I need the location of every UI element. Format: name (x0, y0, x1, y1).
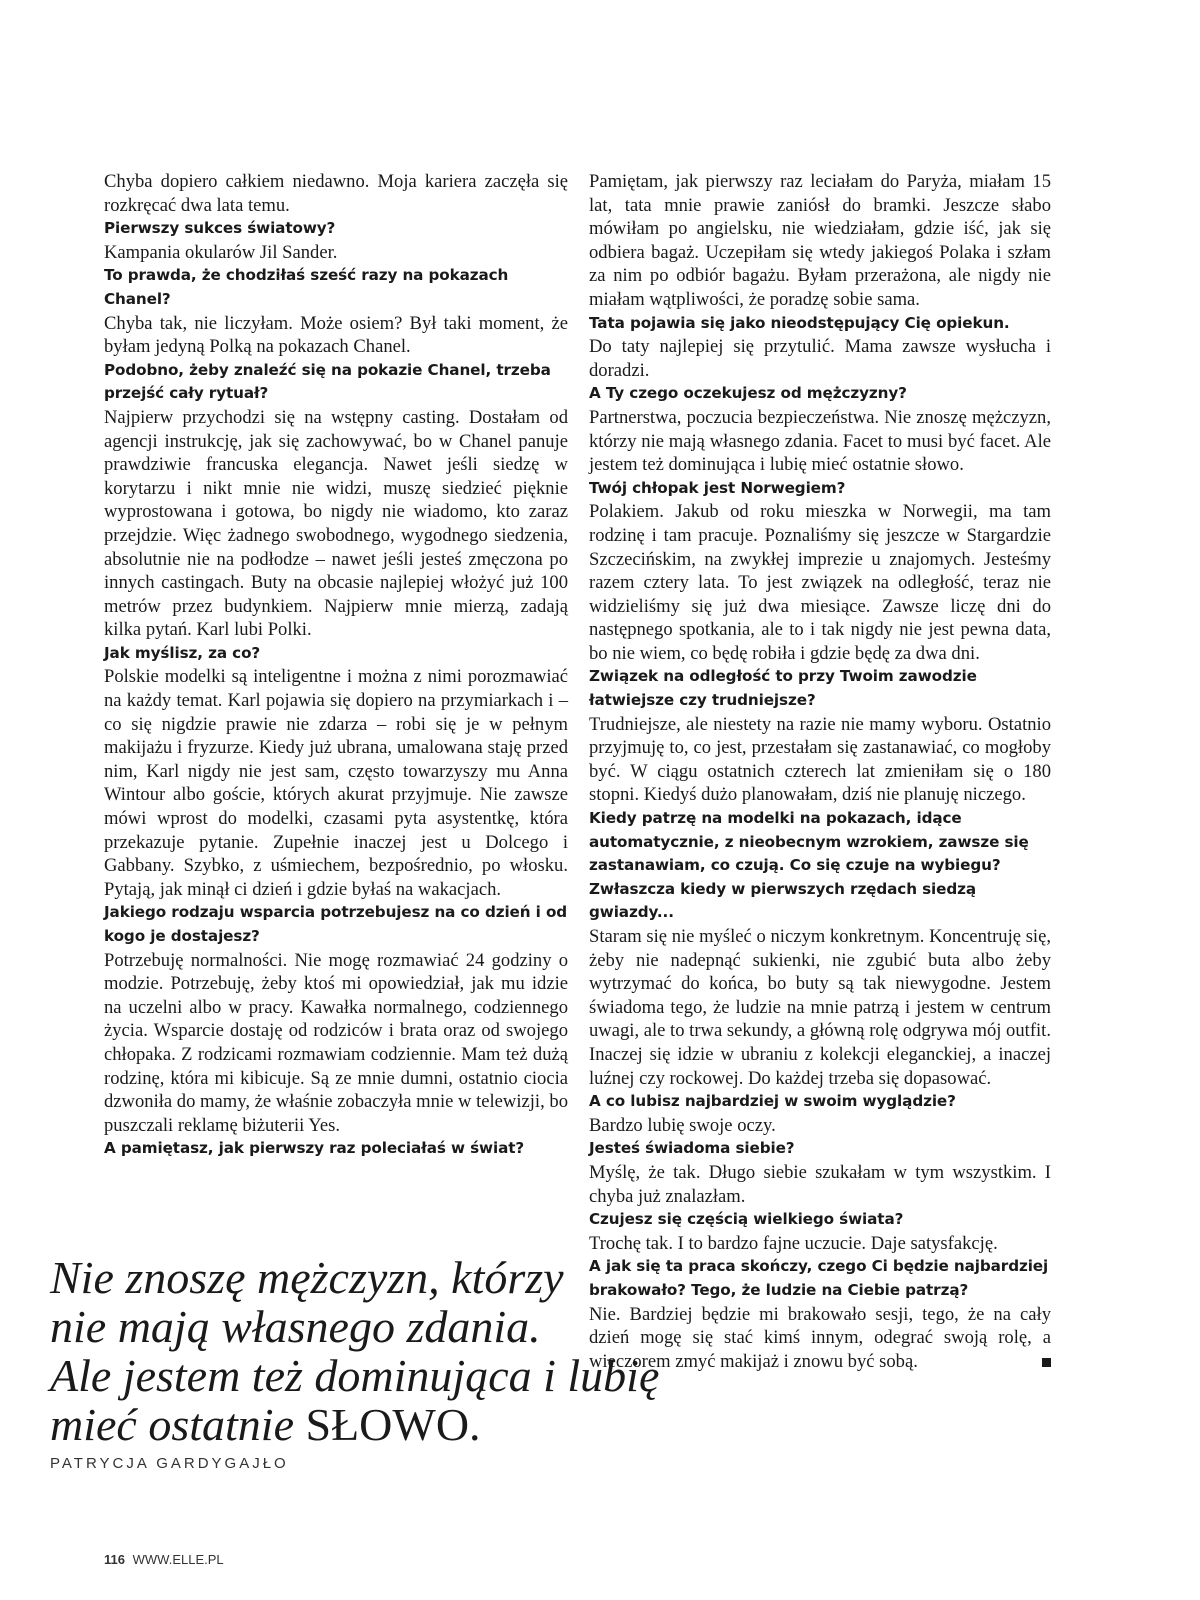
article-column-right (589, 170, 1051, 1373)
pull-quote-line-last (50, 1400, 570, 1449)
interview-question: Podobno, żeby znaleźć się na pokazie Chanel, trzeba przejść cały rytuał? (104, 360, 551, 403)
interview-answer: Do taty najlepiej się przytulić. Mama zawsze wysłucha i doradzi. (589, 336, 1051, 381)
pull-quote-text: mieć ostatnie (50, 1399, 306, 1450)
interview-answer: Chyba tak, nie liczyłam. Może osiem? Był taki moment, że byłam jedyną Polką na pokazach Chanel. (104, 312, 568, 358)
interview-answer: Myślę, że tak. Długo siebie szukałam w tym wszystkim. I chyba już znalazłam. (589, 1161, 1051, 1207)
interview-question: Jakiego rodzaju wsparcia potrzebujesz na co dzień i od kogo je dostajesz? (104, 903, 568, 945)
interview-answer: Pamiętam, jak pierwszy raz leciałam do Paryża, miałam 15 lat, tata mnie prawie zaniósł do bramki. Jeszcze słabo mówiłam po angielsku, nie wiedziałam, gdzie iść, jak się odbiera bagaż. Uczepiłam się wtedy jakiegoś Polaka i szłam za nim po odbiór bagażu. Byłam przerażona, ale nigdy nie miałam wątpliwości, że poradzę sobie sama. (589, 171, 1051, 310)
interview-answer: Kampania okularów Jil Sander. (104, 241, 338, 263)
interview-question: A Ty czego oczekujesz od mężczyzny? (589, 384, 907, 403)
article-column-left (104, 170, 568, 1161)
interview-answer: Trochę tak. I to bardzo fajne uczucie. Daje satysfakcję. (589, 1232, 998, 1254)
interview-question: Twój chłopak jest Norwegiem? (589, 478, 846, 497)
interview-answer: Polakiem. Jakub od roku mieszka w Norwegii, ma tam rodzinę i tam pracuje. Poznaliśmy się jeszcze w Stargardzie Szczecińskim, na zwykłej imprezie u znajomych. Jesteśmy razem cztery lata. To jest związek na odległość, teraz nie widzieliśmy się już dwa miesiące. Zawsze liczę dni do następnego spotkania, ale to i tak nigdy nie jest pewna data, bo nie wiem, co będę robiła i gdzie będę za dwa dni. (589, 501, 1051, 664)
interview-answer: Potrzebuję normalności. Nie mogę rozmawiać 24 godziny o modzie. Potrzebuję, żeby ktoś mi opowiedział, jak mu idzie na uczelni albo w pracy. Kawałka normalnego, codziennego życia. Wsparcie dostaję od rodziców i brata oraz od swojego chłopaka. Z rodzicami rozmawiam codziennie. Mam też dużą rodzinę, która mi kibicuje. Są ze mnie dumni, ostatnio ciocia dzwoniła do mamy, że właśnie zobaczyła mnie w telewizji, bo puszczali reklamę biżuterii Yes. (104, 949, 568, 1136)
interview-question: To prawda, że chodziłaś sześć razy na pokazach Chanel? (104, 266, 509, 308)
interview-question: Tata pojawia się jako nieodstępujący Cię opiekun. (589, 313, 1010, 332)
interview-question: A pamiętasz, jak pierwszy raz poleciałaś w świat? (104, 1139, 525, 1158)
interview-answer: Partnerstwa, poczucia bezpieczeństwa. Nie znoszę mężczyzn, którzy nie mają własnego zdania. Facet to musi być facet. Ale jestem też dominująca i lubię mieć ostatnie słowo. (589, 406, 1051, 476)
author-byline: PATRYCJA GARDYGAJŁO (50, 1455, 289, 1472)
website-link[interactable]: WWW.ELLE.PL (132, 1552, 224, 1567)
interview-answer: Polskie modelki są inteligentne i można z nimi porozmawiać na każdy temat. Karl pojawia się dopiero na przymiarkach i – co się nigdzie prawie nie zdarza – robi się je w pełnym makijażu i fryzurze. Kiedy już ubrana, umalowana staję przed nim, Karl nigdy nie jest sam, często towarzyszy mu Anna Wintour albo goście, których akurat przyjmuje. Nie zawsze mówi wprost do modelki, czasami pyta asystentkę, która przekazuje pytanie. Zupełnie inaczej jest u Dolcego i Gabbany. Szybko, z uśmiechem, bezpośrednio, po włosku. Pytają, jak minął ci dzień i gdzie byłaś na wakacjach. (104, 666, 568, 900)
pull-quote-line: Nie znoszę mężczyzn, którzy (50, 1252, 564, 1303)
interview-answer: Staram się nie myśleć o niczym konkretnym. Koncentruję się, żeby nie nadepnąć sukienki, nie zgubić buta albo żeby wytrzymać do końca, bo buty są tak niewygodne. Jestem świadoma tego, że ludzie na mnie patrzą i jestem w centrum uwagi, ale to trwa sekundy, a główną rolę odgrywa mój outfit. Inaczej się idzie w ubraniu z kolekcji eleganckiej, a inaczej luźnej czy rockowej. Do każdej trzeba się dopasować. (589, 926, 1051, 1089)
page-number: 116 (104, 1552, 125, 1567)
interview-question: Związek na odległość to przy Twoim zawodzie łatwiejsze czy trudniejsze? (589, 667, 977, 710)
interview-question: A jak się ta praca skończy, czego Ci będzie najbardziej brakowało? Tego, że ludzie na Ciebie patrzą? (589, 1257, 1049, 1299)
interview-answer: Najpierw przychodzi się na wstępny casting. Dostałam od agencji instrukcję, jak się zachowywać, bo w Chanel panuje prawdziwie francuska elegancja. Nawet jeśli siedzę w korytarzu i nikt mnie nie widzi, muszę siedzieć pięknie wyprostowana i gotowa, bo nigdy nie wiadomo, kto zaraz przejdzie. Więc żadnego swobodnego, wygodnego siedzenia, absolutnie nie na podłodze – nawet jeśli jesteś zmęczona po innych castingach. Buty na obcasie najlepiej włożyć już 100 metrów przez budynkiem. Najpierw mnie mierzą, zadają kilka pytań. Karl lubi Polki. (104, 406, 568, 641)
interview-question: Kiedy patrzę na modelki na pokazach, idące automatycznie, z nieobecnym wzrokiem, zawsze się zastanawiam, co czują. Co się czuje na wybiegu? Zwłaszcza kiedy w pierwszych rzędach siedzą gwiazdy... (589, 809, 1029, 922)
interview-question: A co lubisz najbardziej w swoim wyglądzie? (589, 1092, 956, 1111)
page-footer (104, 1552, 224, 1567)
interview-answer: Nie. Bardziej będzie mi brakowało sesji, tego, że na cały dzień mogę się stać kimś innym, odegrać swoją rolę, a wieczorem zmyć makijaż i znowu być sobą. (589, 1303, 1051, 1372)
interview-question: Pierwszy sukces światowy? (104, 219, 336, 238)
interview-question: Jak myślisz, za co? (104, 643, 261, 662)
pull-quote-line: Ale jestem też dominująca i lubię (50, 1350, 660, 1401)
interview-question: Czujesz się częścią wielkiego świata? (589, 1210, 904, 1229)
end-of-article-mark (1042, 1358, 1051, 1367)
interview-answer: Bardzo lubię swoje oczy. (589, 1114, 776, 1136)
pull-quote (50, 1252, 660, 1450)
pull-quote-line: nie mają własnego zdania. (50, 1301, 541, 1352)
interview-answer: Trudniejsze, ale niestety na razie nie mamy wyboru. Ostatnio przyjmuję to, co jest, przestałam się zastanawiać, co mogłoby być. W ciągu ostatnich czterech lat zmieniłam się o 180 stopni. Kiedyś dużo planowałam, dziś nie planuję niczego. (589, 713, 1051, 806)
interview-question: Jesteś świadoma siebie? (589, 1139, 795, 1158)
pull-quote-emphasis: SŁOWO. (305, 1399, 481, 1450)
interview-answer: Chyba dopiero całkiem niedawno. Moja kariera zaczęła się rozkręcać dwa lata temu. (104, 171, 568, 216)
